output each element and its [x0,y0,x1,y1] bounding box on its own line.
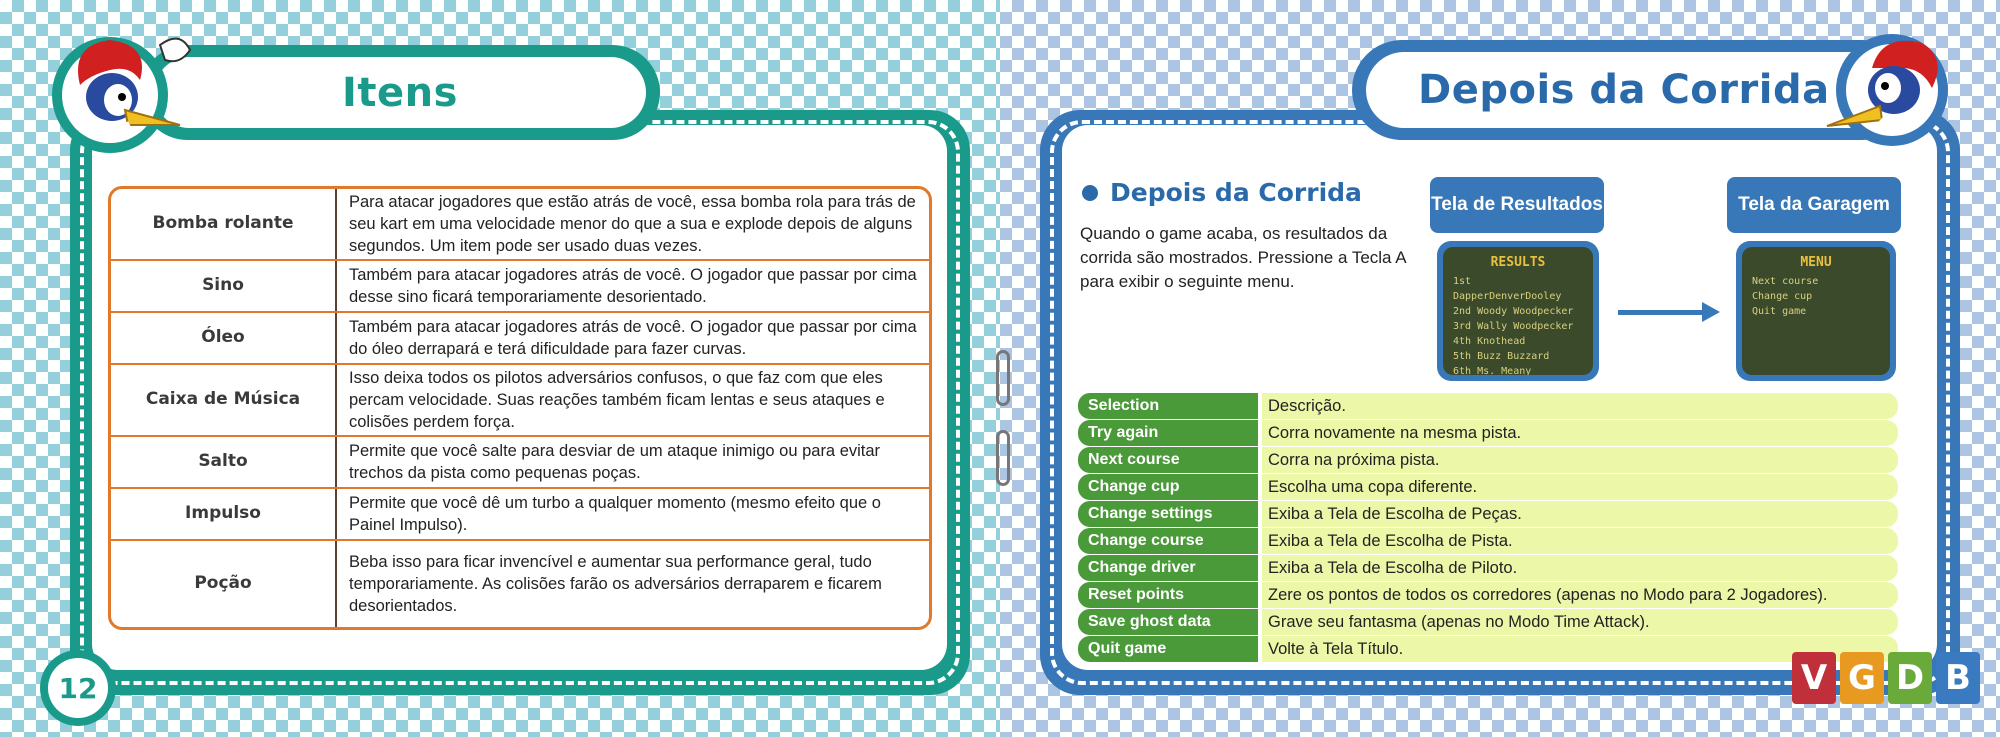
menu-option-value: Exiba a Tela de Escolha de Pista. [1262,528,1898,554]
item-name: Sino [111,261,337,311]
table-row [111,437,929,489]
results-line: 2nd Woody Woodpecker [1453,306,1574,317]
menu-row [1078,474,1898,500]
item-description: Permite que você dê um turbo a qualquer momento (mesmo efeito que o Painel Impulso). [349,494,881,534]
item-name: Óleo [111,313,337,363]
item-description: Permite que você salte para desviar de um ataque inimigo ou para evitar trechos da pista como pequenas poças. [349,442,881,482]
table-row [111,489,929,541]
menu-row [1078,501,1898,527]
item-description: Beba isso para ficar invencível e aumentar sua performance geral, tudo temporariamente. As colisões farão os adversários derraparem e ficarem desorientados. [349,553,882,615]
menu-option-value: Zere os pontos de todos os corredores (apenas no Modo para 2 Jogadores). [1262,582,1898,608]
results-screen-image [1437,241,1599,381]
woody-woodpecker-mascot-left [40,25,180,145]
menu-option-key: Change driver [1078,555,1258,581]
logo-letter: G [1840,652,1884,704]
logo-letter: D [1888,652,1932,704]
results-line: 1st DapperDenverDooley [1453,276,1562,302]
menu-option-key: Change settings [1078,501,1258,527]
menu-option-value: Corra na próxima pista. [1262,447,1898,473]
results-screen-header: RESULTS [1490,255,1546,270]
table-row [111,261,929,313]
menu-option-key: Change cup [1078,474,1258,500]
arrow-icon [1618,310,1708,315]
menu-options-table [1078,393,1898,663]
garage-menu-line: Change cup [1752,291,1813,302]
left-title-banner [140,45,660,140]
table-row [111,365,929,437]
binder-clip-icon [996,430,1010,486]
arrow-head-icon [1702,302,1720,322]
garage-screen-header: MENU [1800,255,1832,270]
results-line: 5th Buzz Buzzard [1453,351,1550,362]
item-name: Poção [111,541,337,627]
results-line: 6th Ms. Meany [1453,366,1532,375]
menu-option-value: Escolha uma copa diferente. [1262,474,1898,500]
menu-row [1078,582,1898,608]
item-description: Também para atacar jogadores atrás de você. O jogador que passar por cima do óleo derrapará e terá dificuldade para fazer curvas. [349,318,917,358]
menu-row [1078,420,1898,446]
menu-option-value: Descrição. [1262,393,1898,419]
left-page-title: Itens [342,69,458,116]
menu-option-key: Save ghost data [1078,609,1258,635]
item-description: Para atacar jogadores que estão atrás de você, essa bomba rola para trás de seu kart em uma velocidade menor do que a sua e explode depois de alguns segundos. Um item pode ser usado duas vezes. [349,193,916,255]
table-row [111,541,929,627]
menu-row [1078,393,1898,419]
menu-row [1078,555,1898,581]
menu-row [1078,609,1898,635]
garage-menu-line: Next course [1752,276,1819,287]
results-line: 3rd Wally Woodpecker [1453,321,1574,332]
menu-option-value: Corra novamente na mesma pista. [1262,420,1898,446]
item-name: Caixa de Música [111,365,337,435]
item-description: Isso deixa todos os pilotos adversários confusos, o que faz com que eles percam velocidade. Suas reações também ficam lentas e seus ataques e colisões perdem força. [349,369,885,431]
results-line: 4th Knothead [1453,336,1526,347]
garage-screen-image [1736,241,1896,381]
menu-option-key: Quit game [1078,636,1258,662]
table-row [111,189,929,261]
section-heading [1082,178,1362,207]
intro-paragraph: Quando o game acaba, os resultados da corrida são mostrados. Pressione a Tecla A para exibir o seguinte menu. [1080,224,1406,291]
garage-menu-line: Quit game [1752,306,1807,317]
menu-option-key: Try again [1078,420,1258,446]
menu-option-key: Change course [1078,528,1258,554]
item-name: Salto [111,437,337,487]
menu-row [1078,528,1898,554]
bullet-icon [1082,185,1098,201]
menu-option-value: Exiba a Tela de Escolha de Piloto. [1262,555,1898,581]
results-screen-label: Tela de Resultados [1430,177,1604,233]
menu-option-key: Reset points [1078,582,1258,608]
menu-option-value: Grave seu fantasma (apenas no Modo Time Attack). [1262,609,1898,635]
logo-letter: V [1792,652,1836,704]
section-title: Depois da Corrida [1110,178,1362,207]
item-name: Impulso [111,489,337,539]
menu-option-value: Exiba a Tela de Escolha de Peças. [1262,501,1898,527]
page-number: 12 [48,658,108,718]
menu-row [1078,636,1898,662]
item-description: Também para atacar jogadores atrás de você. O jogador que passar por cima desse sino ficará temporariamente desorientado. [349,266,917,306]
menu-option-key: Next course [1078,447,1258,473]
item-name: Bomba rolante [111,189,337,259]
items-table [108,186,932,630]
menu-option-value: Volte à Tela Título. [1262,636,1898,662]
vgdb-watermark-logo [1792,652,1980,704]
logo-letter: B [1936,652,1980,704]
binder-clip-icon [996,350,1010,406]
garage-screen-label: Tela da Garagem [1727,177,1901,233]
woody-woodpecker-mascot-right [1822,28,1962,148]
table-row [111,313,929,365]
right-page-title: Depois da Corrida [1418,67,1830,113]
page-number-badge [40,650,116,726]
menu-row [1078,447,1898,473]
menu-option-key: Selection [1078,393,1258,419]
